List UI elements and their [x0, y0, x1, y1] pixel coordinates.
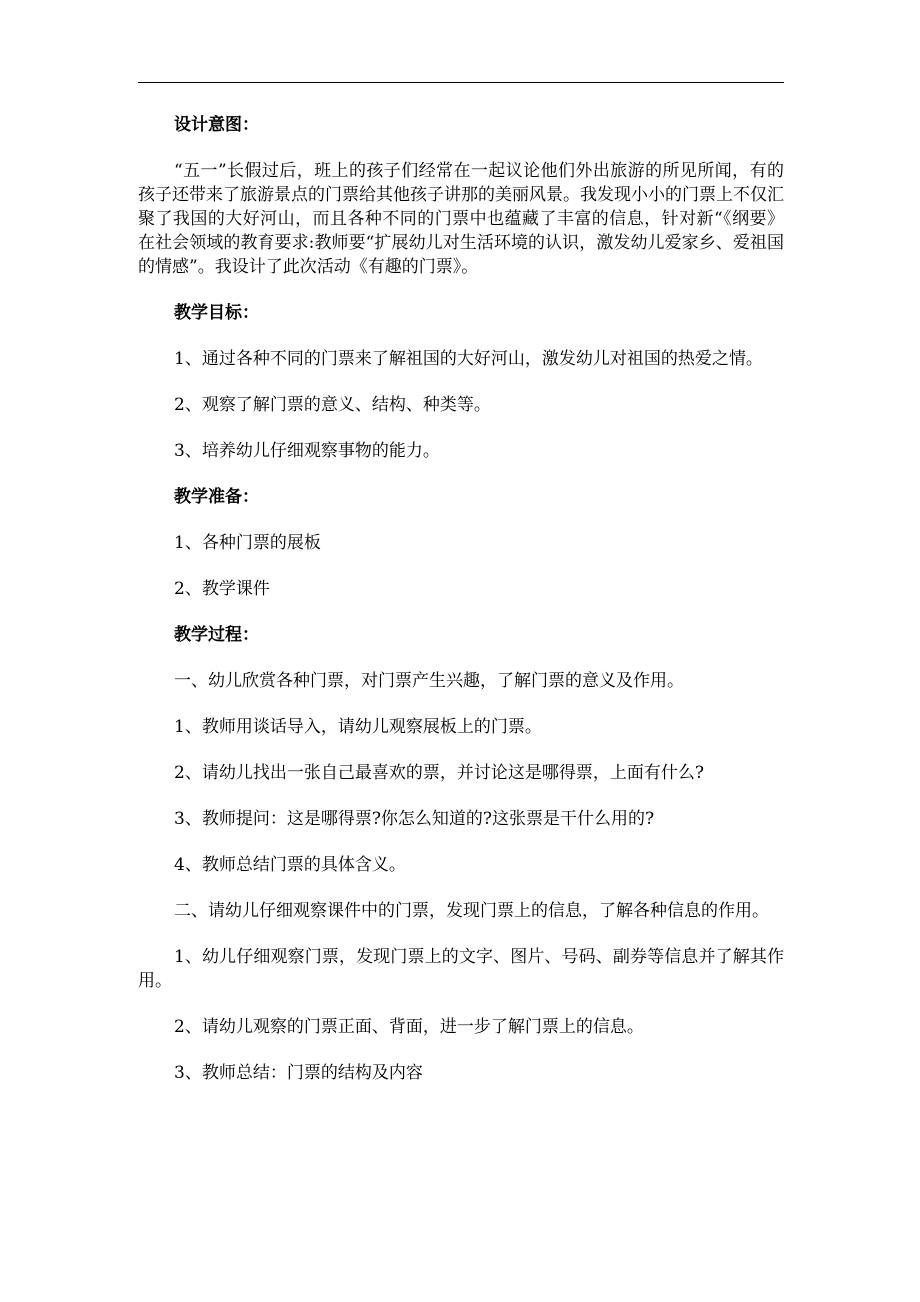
section-heading-teaching-preparation: 教学准备： [174, 487, 259, 507]
process-step-part-1: 一、幼儿欣赏各种门票，对门票产生兴趣，了解门票的意义及作用。 [174, 671, 684, 691]
design-intent-paragraph: “五一”长假过后，班上的孩子们经常在一起议论他们外出旅游的所见所闻，有的孩子还带来了旅游景点的门票给其他孩子讲那的美丽风景。我发现小小的门票上不仅汇聚了我国的大好河山，而且各种不同的门票中也蕴藏了丰富的信息，针对新“《纲要》在社会领域的教育要求:教师要“扩展幼儿对生活环境的认识，激发幼儿爱家乡、爱祖国的情感”。我设计了此次活动《有趣的门票》。 [138, 161, 784, 277]
section-heading-teaching-process: 教学过程： [174, 625, 259, 645]
process-step-2-1: 1、幼儿仔细观察门票，发现门票上的文字、图片、号码、副券等信息并了解其作用。 [138, 947, 784, 991]
goal-item-3: 3、培养幼儿仔细观察事物的能力。 [174, 441, 440, 461]
goal-item-2: 2、观察了解门票的意义、结构、种类等。 [174, 395, 491, 415]
process-step-2-2: 2、请幼儿观察的门票正面、背面，进一步了解门票上的信息。 [174, 1017, 644, 1037]
preparation-item-1: 1、各种门票的展板 [174, 533, 321, 553]
goal-item-1: 1、通过各种不同的门票来了解祖国的大好河山，激发幼儿对祖国的热爱之情。 [174, 349, 763, 369]
process-step-1-4: 4、教师总结门票的具体含义。 [174, 855, 406, 875]
header-rule [138, 82, 784, 83]
preparation-item-2: 2、教学课件 [174, 579, 270, 599]
process-step-part-2: 二、请幼儿仔细观察课件中的门票，发现门票上的信息，了解各种信息的作用。 [174, 901, 769, 921]
section-heading-teaching-goals: 教学目标： [174, 303, 259, 323]
process-step-1-2: 2、请幼儿找出一张自己最喜欢的票，并讨论这是哪得票，上面有什么? [174, 763, 704, 783]
process-step-1-1: 1、教师用谈话导入，请幼儿观察展板上的门票。 [174, 717, 542, 737]
document-body [138, 113, 784, 1085]
process-step-1-3: 3、教师提问：这是哪得票?你怎么知道的?这张票是干什么用的? [174, 809, 655, 829]
process-step-2-3: 3、教师总结：门票的结构及内容 [174, 1063, 423, 1083]
section-heading-design-intent: 设计意图： [174, 115, 259, 135]
